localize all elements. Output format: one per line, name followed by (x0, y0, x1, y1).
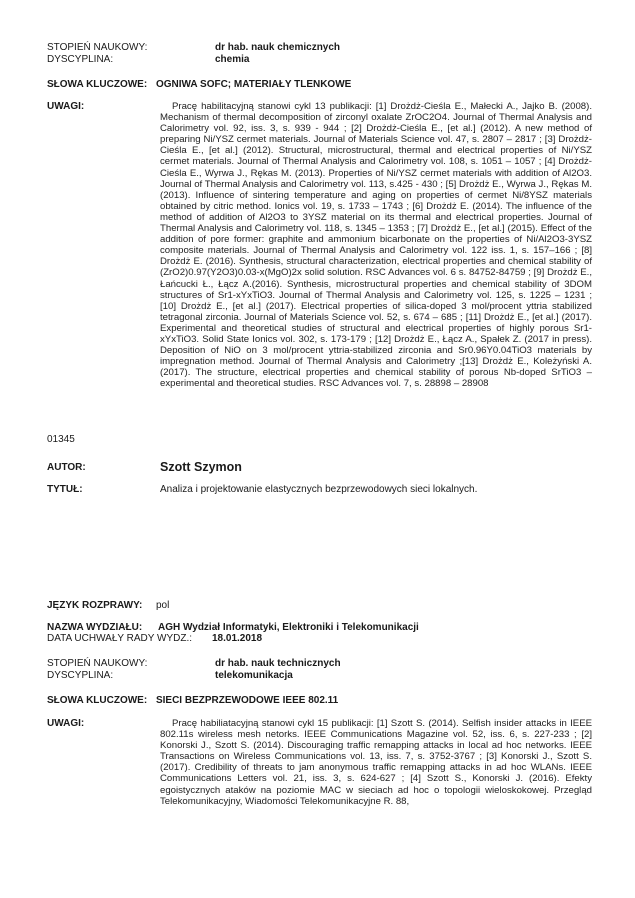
keywords-value: SIECI BEZPRZEWODOWE IEEE 802.11 (155, 695, 339, 706)
discipline-value: telekomunikacja (215, 670, 293, 681)
discipline-label: DYSCYPLINA: (47, 670, 114, 681)
record-number: 01345 (47, 434, 75, 445)
keywords-row (47, 79, 351, 91)
title-label: TYTUŁ: (47, 484, 83, 495)
degree-label: STOPIEŃ NAUKOWY: (47, 42, 148, 53)
keywords-row (47, 695, 338, 707)
notes-text: Pracę habiliatacyjną stanowi cykl 15 publikacji: [1] Szott S. (2014). Selfish insider attacks in IEEE 802.11s wireless mesh netorks. IEEE Communications Magazine vol. 52, iss. 6, s. 227-233 ; [2] Konorski J., Szott S. (2014). Discouraging traffic remapping attacks in local ad hoc networks. IEEE Transactions on Wireless Communications vol. 13, iss. 7, s. 3752-3767 ; [3] Konorski J., Szott S. (2017). Credibility of threats to jam anonymous traffic remapping attacks in ad hoc WLANs. IEEE Communications Letters vol. 21, iss. 3, s. 624-627 ; [4] Szott S., Konorski J. (2016). Efekty egoistycznych ataków na poziomie MAC w sieciach ad hoc o topologii wieloskokowej. Przegląd Telekomunikacyjny, Wiadomości Telekomunikacyjne R. 88, (160, 718, 592, 807)
resolution-date-value: 18.01.2018 (212, 633, 263, 644)
faculty-label: NAZWA WYDZIAŁU: (47, 622, 143, 633)
degree-value: dr hab. nauk chemicznych (215, 42, 341, 53)
keywords-label: SŁOWA KLUCZOWE: (47, 79, 148, 90)
resolution-date-label: DATA UCHWAŁY RADY WYDZ.: (47, 633, 193, 644)
faculty-value: AGH Wydział Informatyki, Elektroniki i Telekomunikacji (158, 622, 419, 633)
degree-value: dr hab. nauk technicznych (215, 658, 341, 669)
notes-text: Pracę habilitacyjną stanowi cykl 13 publikacji: [1] Drożdż-Cieśla E., Małecki A., Jajko B. (2008). Mechanism of thermal decomposition of zirconyl oxalate ZrOC2O4. Journal of Thermal Analysis and Calorimetry vol. 92, iss. 3, s. 939 - 944 ; [2] Drożdż-Cieśla E., [et al.] (2012). A new method of preparing Ni/YSZ cermet materials. Journal of Materials Science vol. 47, s. 2807 – 2817 ; [3] Drożdż-Cieśla E., [et al.] (2012). Structural, microstructural, thermal and electrical properties of Ni/YSZ cermet materials. Journal of Thermal Analysis and Calorimetry vol. 108, s. 1051 – 1057 ; [4] Drożdż-Cieśla E., Wyrwa J., Rękas M. (2013). Properties of Ni/YSZ cermet materials with addition of Al2O3. Journal of Thermal Analysis and Calorimetry vol. 113, s.425 - 430 ; [5] Drożdż E., Wyrwa J., Rękas M. (2013). Influence of sintering temperature and aging on properties of cermet Ni/8YSZ materials obtained by citric method. Ionics vol. 19, s. 1733 – 1743 ; [6] Drożdż E. (2014). The influence of the method of addition of Al2O3 to 3YSZ material on its thermal and electrical properties. Journal of Thermal Analysis and Calorimetry vol. 118, s. 1345 – 1353 ; [7] Drożdż E., [et al.] (2015). Effect of the addition of pore former: graphite and ammonium bicarbonate on the properties of Ni/Al2O3-3YSZ composite materials. Journal of Thermal Analysis and Calorimetry vol. 122 iss. 1, s. 157–166 ; [8] Drożdż E. (2016). Synthesis, structural characterization, electrical properties and chemical stability of (ZrO2)0.97(Y2O3)0.03-x(MgO)2x solid solution. RSC Advances vol. 6 s. 84752-84759 ; [9] Drożdż E., Łańcucki Ł., Łącz A.(2016). Synthesis, microstructural properties and chemical stability of 3DOM structures of Sr1-xYxTiO3. Journal of Thermal Analysis and Calorimetry vol. 125, s. 1225 – 1231 ; [10] Drożdż E., [et al.] (2017). Electrical properties of silica-doped 3 mol/procent yttria stabilized tetragonal zirconia. Journal of Materials Science vol. 52, s. 674 – 685 ; [11] Drożdż E., [et al.] (2017). Experimental and theoretical studies of structural and electrical properties of highly porous Sr1-xYxTiO3. Solid State Ionics vol. 302, s. 173-179 ; [12] Drożdż E., Łącz A., Spałek Z. (2017 in press). Deposition of NiO on 3 mol/procent yttria-stabilized zirconia and Sr0.96Y0.04TiO3 materials by impregnation method. Journal of Thermal Analysis and Calorimetry ;[13] Drożdż E., Koleżyński A. (2017). The structure, electrical properties and chemical stability of porous Nb-doped SrTiO3 – experimental and theoretical studies. RSC Advances vol. 7, s. 28898 – 28908 (160, 101, 592, 390)
author-label: AUTOR: (47, 462, 86, 473)
notes-label: UWAGI: (47, 718, 85, 729)
degree-label: STOPIEŃ NAUKOWY: (47, 658, 148, 669)
notes-label: UWAGI: (47, 101, 85, 112)
language-label: JĘZYK ROZPRAWY: (47, 600, 143, 611)
keywords-label: SŁOWA KLUCZOWE: (47, 695, 148, 706)
title-value: Analiza i projektowanie elastycznych bezprzewodowych sieci lokalnych. (160, 484, 478, 495)
language-value: pol (156, 600, 170, 611)
discipline-label: DYSCYPLINA: (47, 54, 114, 65)
keywords-value: OGNIWA SOFC; MATERIAŁY TLENKOWE (155, 79, 352, 90)
author-name: Szott Szymon (160, 460, 242, 474)
discipline-value: chemia (215, 54, 250, 65)
